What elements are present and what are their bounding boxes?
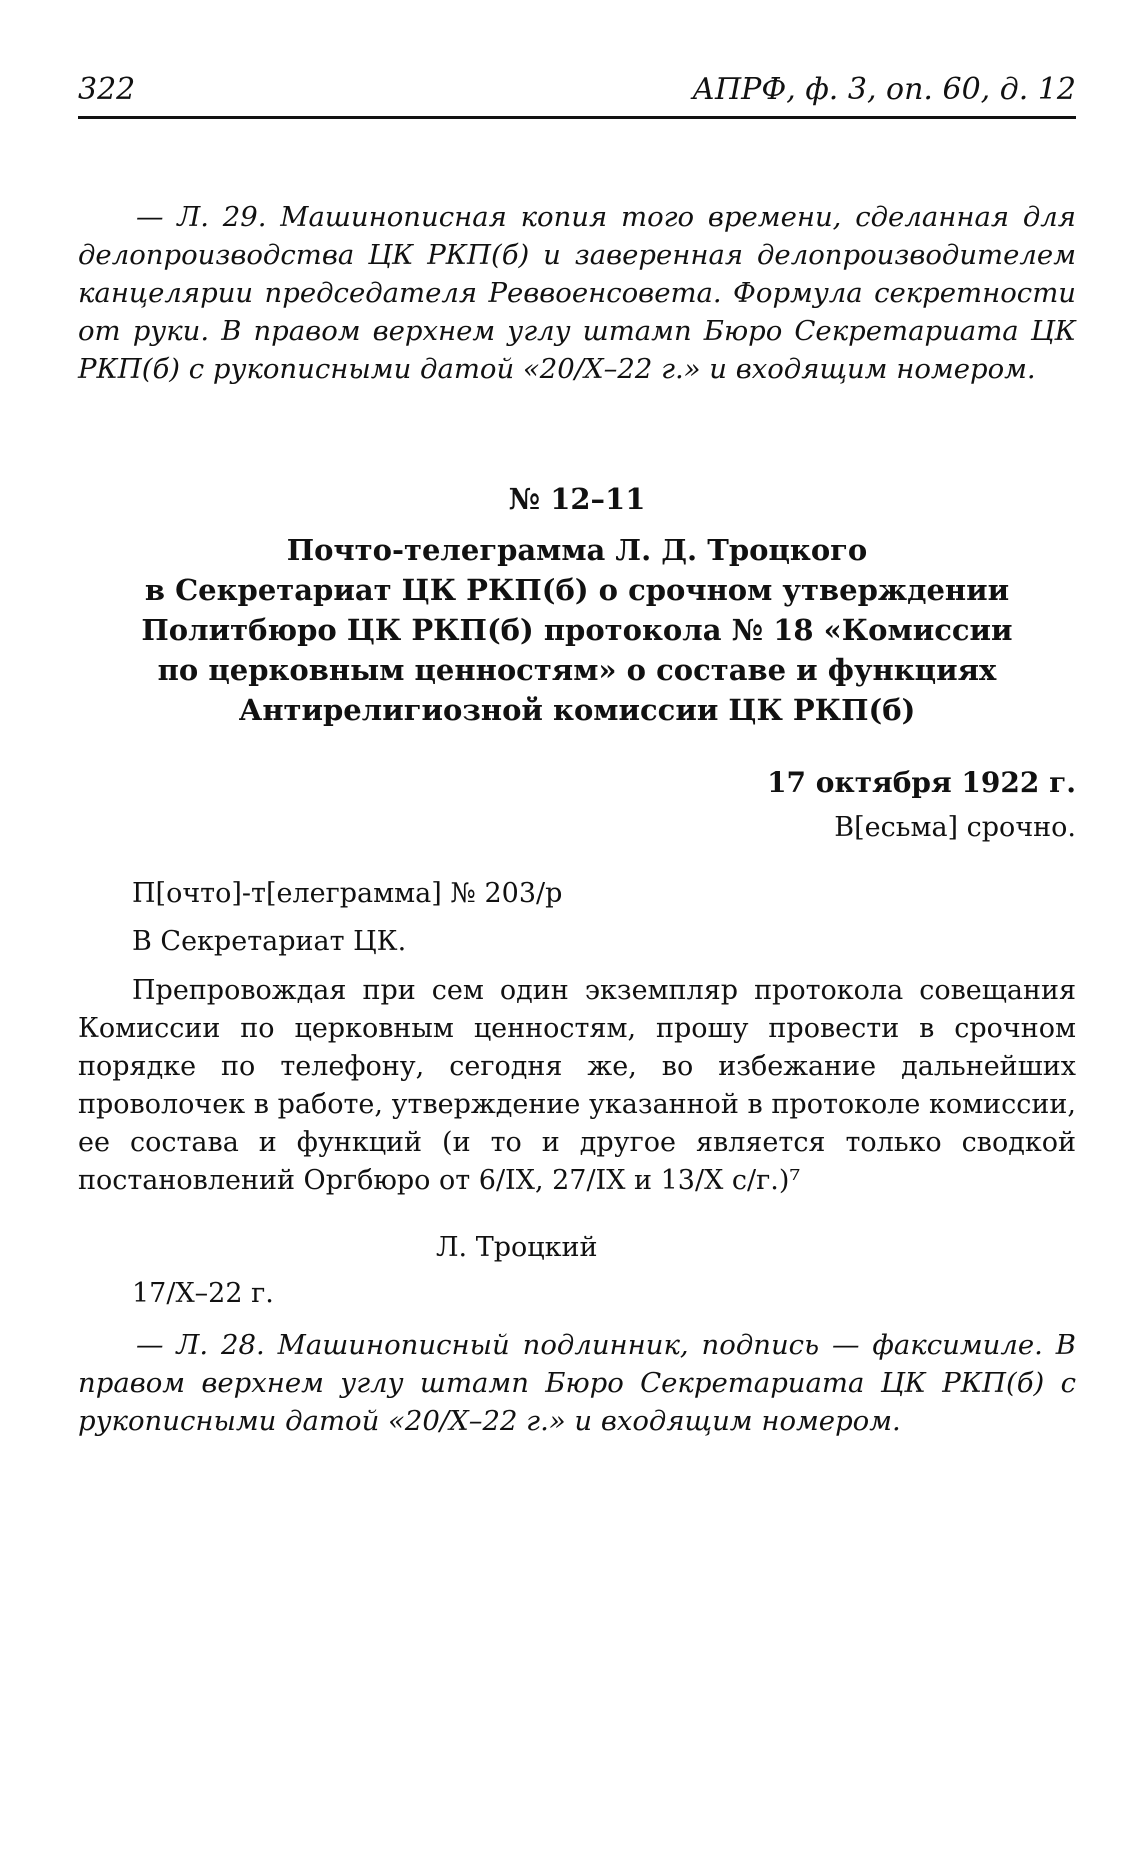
document-body <box>78 972 1076 1200</box>
document-number: № 12–11 <box>508 482 646 516</box>
previous-note-text: — Л. 29. Машинописная копия того времени, сделанная для делопроизводства ЦК РКП(б) и заверенная делопроизводителем канцелярии председателя Реввоенсовета. Формула секретности от руки. В правом верхнем углу штамп Бюро Секретариата ЦК РКП(б) с рукописными датой «20/X–22 г.» и входящим номером. <box>78 201 1076 385</box>
document-title <box>78 530 1076 730</box>
title-line: по церковным ценностям» о составе и функциях <box>157 653 997 687</box>
title-line: Антирелигиозной комиссии ЦК РКП(б) <box>238 693 916 727</box>
document-note <box>78 1326 1076 1440</box>
page-header <box>78 72 1076 119</box>
signature-date: 17/X–22 г. <box>132 1278 274 1309</box>
signature: Л. Троцкий <box>436 1232 598 1263</box>
telegram-reference: П[очто]-т[елеграмма] № 203/р <box>132 878 563 909</box>
document-date: 17 октября 1922 г. <box>767 766 1076 799</box>
title-line: Политбюро ЦК РКП(б) протокола № 18 «Комиссии <box>141 613 1013 647</box>
document-note-text: — Л. 28. Машинописный подлинник, подпись — факсимиле. В правом верхнем углу штамп Бюро Секретариата ЦК РКП(б) с рукописными датой «20/X–22 г.» и входящим номером. <box>78 1329 1076 1437</box>
urgency-mark: В[есьма] срочно. <box>834 812 1076 843</box>
title-line: Почто-телеграмма Л. Д. Троцкого <box>286 533 868 567</box>
page-number: 322 <box>78 72 136 107</box>
previous-document-note <box>78 198 1076 388</box>
addressee: В Секретариат ЦК. <box>132 926 407 957</box>
body-paragraph: Препровождая при сем один экземпляр протокола совещания Комиссии по церковным ценностям, прошу провести в срочном порядке по телефону, сегодня же, во избежание дальнейших проволочек в работе, утверждение указанной в протоколе комиссии, ее состава и функций (и то и другое является только сводкой постановлений Оргбюро от 6/IX, 27/IX и 13/X с/г.)⁷ <box>78 975 1076 1196</box>
title-line: в Секретариат ЦК РКП(б) о срочном утверждении <box>144 573 1010 607</box>
archive-reference: АПРФ, ф. 3, оп. 60, д. 12 <box>692 72 1076 107</box>
